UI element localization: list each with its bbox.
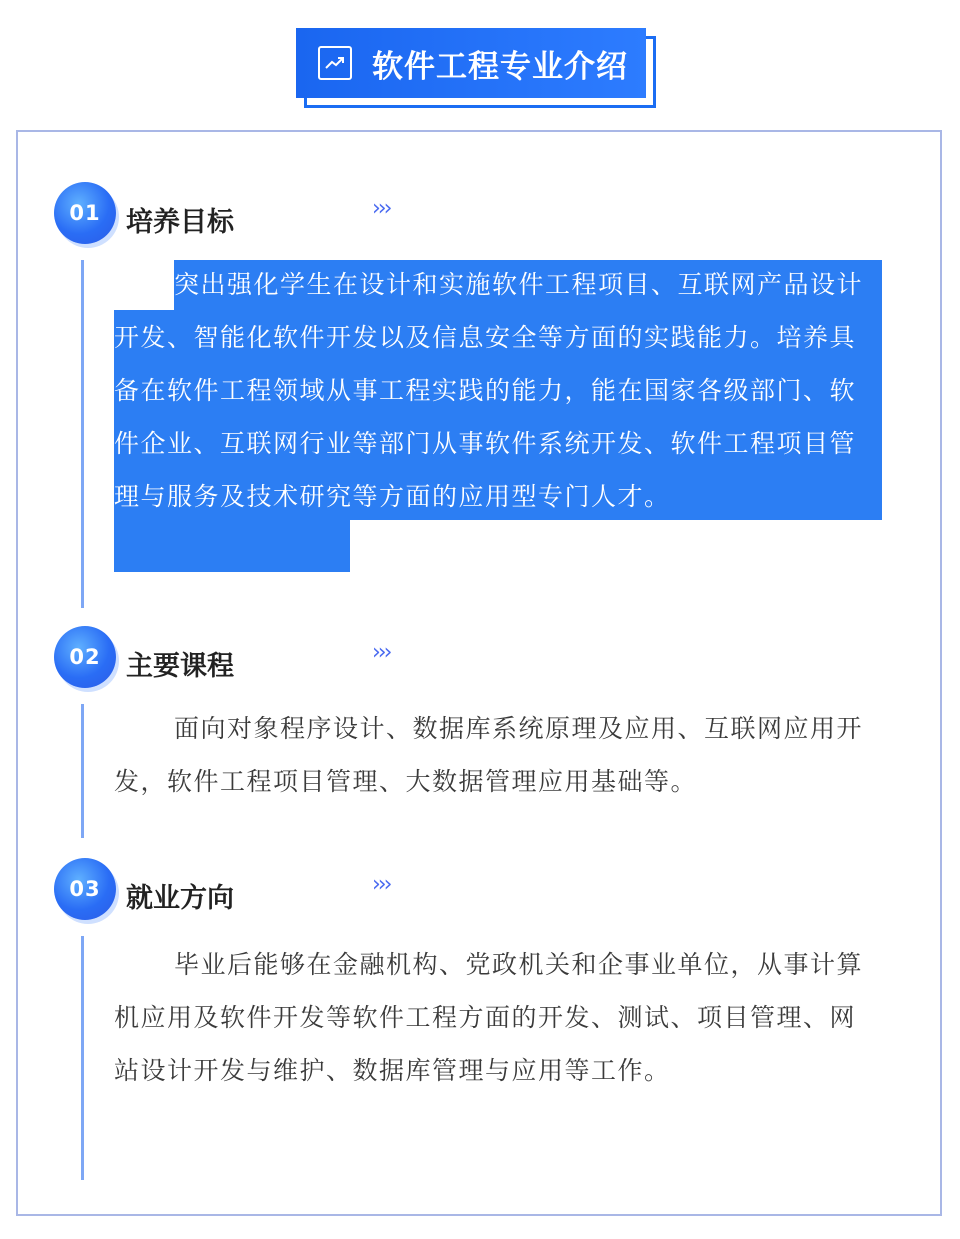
- content-card: [16, 130, 942, 1216]
- section-header: [54, 858, 934, 922]
- section-title: 就业方向: [126, 883, 234, 914]
- section-body: [114, 702, 882, 808]
- section-career-direction: [54, 858, 934, 1188]
- title-banner: [296, 28, 658, 110]
- section-body: [114, 258, 882, 523]
- timeline-line: [81, 936, 84, 1180]
- section-title: 培养目标: [126, 207, 234, 238]
- section-body-text: 毕业后能够在金融机构、党政机关和企事业单位，从事计算机应用及软件开发等软件工程方面的开发、测试、项目管理、网站设计开发与维护、数据库管理与应用等工作。: [114, 950, 864, 1085]
- section-number-badge: 03: [54, 858, 116, 920]
- selection-last-line: [114, 520, 350, 572]
- section-main-courses: [54, 626, 934, 866]
- chevrons-right-icon: ›››: [372, 872, 390, 897]
- trend-chart-icon: [318, 46, 352, 80]
- section-number-badge: 01: [54, 182, 116, 244]
- title-box: [296, 28, 646, 98]
- section-number-badge: 02: [54, 626, 116, 688]
- section-body-text: 面向对象程序设计、数据库系统原理及应用、互联网应用开发，软件工程项目管理、大数据管理应用基础等。: [114, 714, 864, 796]
- section-body-text: 突出强化学生在设计和实施软件工程项目、互联网产品设计开发、智能化软件开发以及信息安全等方面的实践能力。培养具备在软件工程领域从事工程实践的能力，能在国家各级部门、软件企业、互联网行业等部门从事软件系统开发、软件工程项目管理与服务及技术研究等方面的应用型专门人才。: [114, 270, 864, 511]
- section-body: [114, 938, 882, 1097]
- timeline-line: [81, 704, 84, 838]
- section-header: [54, 626, 934, 690]
- section-header: [54, 182, 934, 246]
- page-title: 软件工程专业介绍: [372, 48, 628, 85]
- selection-tail-gap: [350, 520, 882, 576]
- section-title: 主要课程: [126, 651, 234, 682]
- chevrons-right-icon: ›››: [372, 196, 390, 221]
- timeline-line: [81, 260, 84, 608]
- chevrons-right-icon: ›››: [372, 640, 390, 665]
- section-training-goals: [54, 182, 934, 622]
